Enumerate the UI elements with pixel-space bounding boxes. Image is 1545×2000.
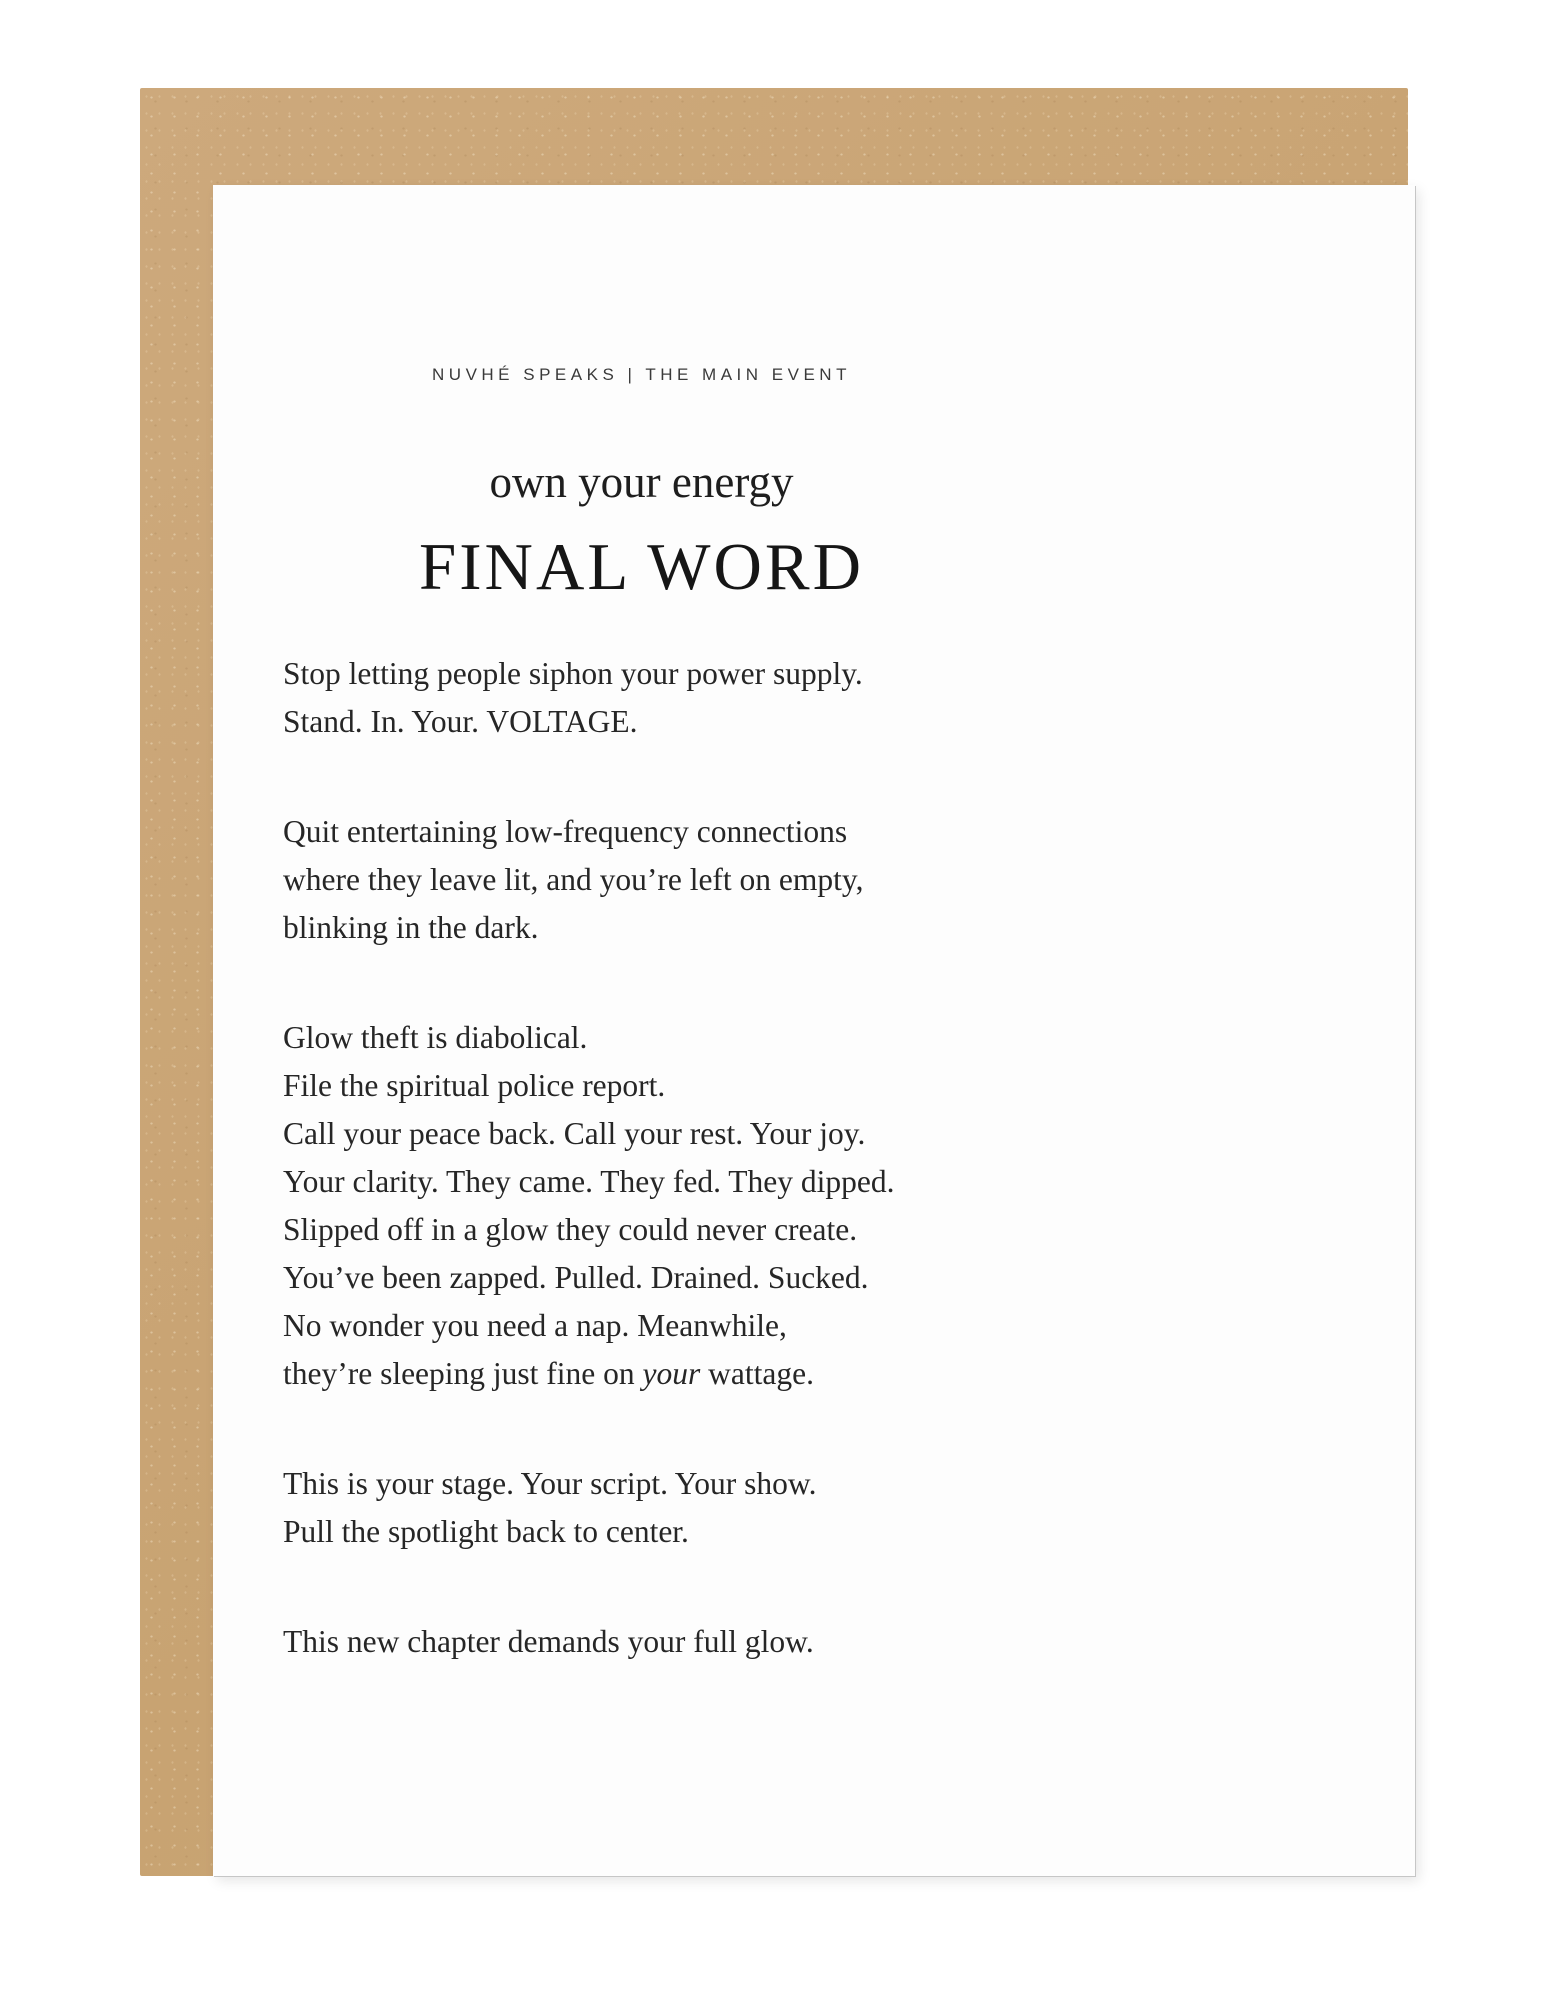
line-segment: they’re sleeping just fine on [283, 1356, 643, 1392]
body-line: Slipped off in a glow they could never create. [283, 1212, 858, 1248]
body-line: This is your stage. Your script. Your show. [283, 1466, 817, 1502]
card-content [283, 185, 1000, 1666]
greeting-card [213, 185, 1415, 1876]
body-paragraph [283, 1014, 1000, 1398]
body-line: Stop letting people siphon your power supply. [283, 656, 863, 692]
body-paragraph [283, 650, 1000, 746]
body-line: You’ve been zapped. Pulled. Drained. Sucked. [283, 1260, 869, 1296]
card-title: FINAL WORD [418, 530, 865, 604]
body-line: Glow theft is diabolical. [283, 1020, 588, 1056]
body-paragraph [283, 808, 1000, 952]
body-paragraph [283, 1460, 1000, 1556]
body-line: This new chapter demands your full glow. [283, 1624, 814, 1660]
card-subtitle: own your energy [489, 457, 794, 507]
body-line: blinking in the dark. [283, 910, 539, 946]
italic-word: your [642, 1356, 701, 1392]
body-line: Stand. In. Your. VOLTAGE. [283, 704, 638, 740]
body-paragraph [283, 1618, 1000, 1666]
body-line: Call your peace back. Call your rest. Your joy. [283, 1116, 866, 1152]
body-copy [283, 650, 1000, 1666]
body-line: No wonder you need a nap. Meanwhile, [283, 1308, 787, 1344]
body-line: where they leave lit, and you’re left on empty, [283, 862, 864, 898]
body-line: Pull the spotlight back to center. [283, 1514, 689, 1550]
body-line: Your clarity. They came. They fed. They dipped. [283, 1164, 895, 1200]
body-line: File the spiritual police report. [283, 1068, 666, 1104]
body-line [283, 1350, 1000, 1398]
brand-eyebrow: NUVHÉ SPEAKS | THE MAIN EVENT [432, 365, 851, 384]
body-line: Quit entertaining low-frequency connections [283, 814, 848, 850]
line-segment: wattage. [700, 1356, 814, 1392]
